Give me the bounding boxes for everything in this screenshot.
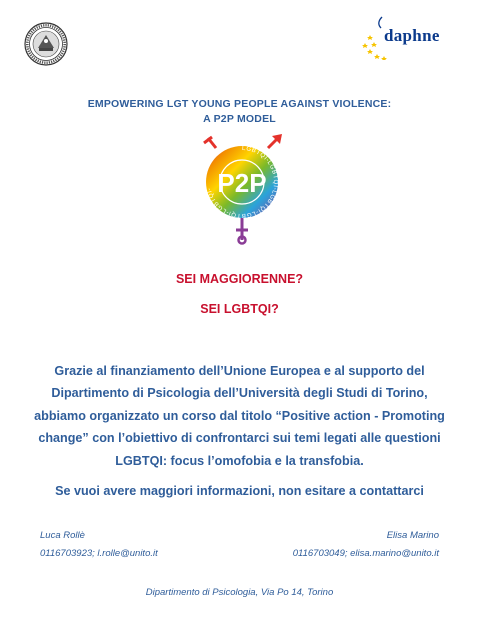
question-adult: SEI MAGGIORENNE? xyxy=(175,272,304,286)
p2p-lgbtqi-emblem xyxy=(194,134,290,246)
department-address: Dipartimento di Psicologia, Via Po 14, Torino xyxy=(145,587,334,598)
contact-right-name: Elisa Marino xyxy=(386,530,439,541)
university-seal-logo xyxy=(24,22,68,66)
emblem-ring-text: LGBTQI-LGBTQI-LGBTQI-LGBTQI-LGBTQI- xyxy=(205,144,280,220)
daphne-wordmark: daphne xyxy=(384,26,440,45)
emblem-center-label: P2P xyxy=(217,168,267,198)
daphne-logo xyxy=(362,14,452,60)
contact-left-name: Luca Rollè xyxy=(40,530,85,541)
contact-call-to-action: Se vuoi avere maggiori informazioni, non esitare a contattarci xyxy=(55,484,424,498)
contact-left-info: 0116703923; l.rolle@unito.it xyxy=(40,548,158,559)
project-title-line1: EMPOWERING LGT YOUNG PEOPLE AGAINST VIOLENCE: xyxy=(87,98,392,110)
contact-right-info: 0116703049; elisa.marino@unito.it xyxy=(292,548,439,559)
body-paragraph: Grazie al finanziamento dell’Unione Europea e al supporto del Dipartimento di Psicologia dell’Università degli Studi di Torino, abbiamo organizzato un corso dal titolo “Positive action - Promoting change” con l’obiettivo di confrontarci sui temi legati alle questioni LGBTQI: focus l’omofobia e la transfobia. xyxy=(34,364,445,468)
project-title-line2: A P2P MODEL xyxy=(203,113,276,125)
question-lgbtqi: SEI LGBTQI? xyxy=(200,302,279,316)
